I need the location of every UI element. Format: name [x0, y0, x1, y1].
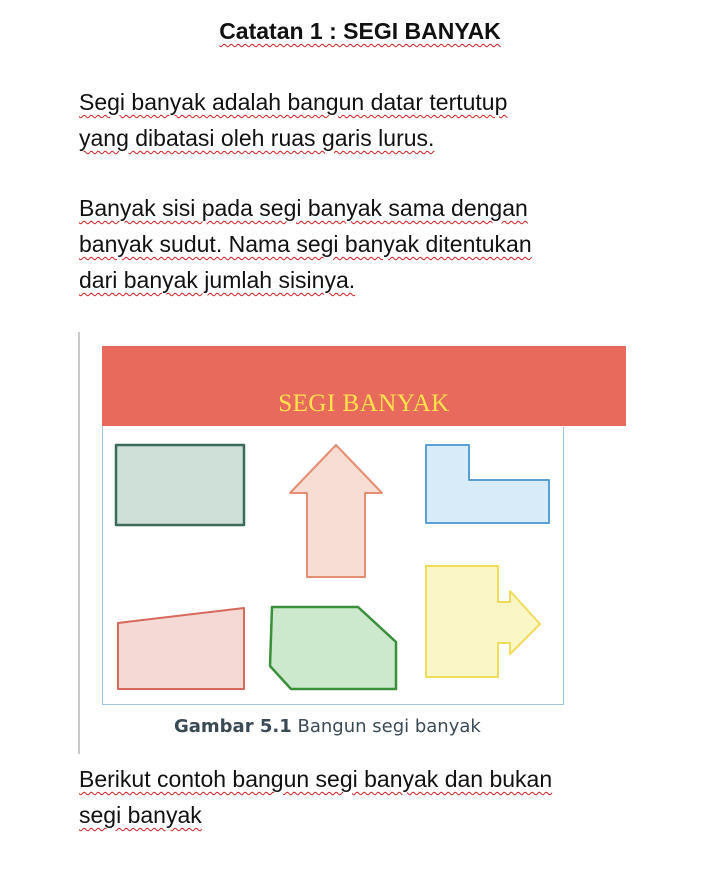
- title-text: Catatan 1 : SEGI BANYAK: [219, 18, 501, 44]
- trapezoid-shape: [118, 608, 244, 689]
- polygon-figure: [78, 332, 638, 754]
- caption-text: Bangun segi banyak: [297, 716, 481, 737]
- hexagon-shape: [270, 607, 396, 689]
- arrow-up-shape: [290, 445, 382, 577]
- paragraph-sides: [79, 190, 679, 298]
- paragraph-line: segi banyak: [79, 802, 202, 828]
- paragraph-line: banyak sudut. Nama segi banyak ditentukan: [79, 231, 532, 257]
- caption-label: Gambar 5.1: [174, 716, 292, 737]
- paragraph-line: Segi banyak adalah bangun datar tertutup: [79, 89, 508, 115]
- banner-title: SEGI BANYAK: [278, 390, 450, 417]
- paragraph-line: Banyak sisi pada segi banyak sama dengan: [79, 195, 528, 221]
- shapes-illustration: [78, 332, 638, 712]
- paragraph-line: yang dibatasi oleh ruas garis lurus.: [79, 125, 435, 151]
- page-title: [0, 18, 720, 45]
- figure-caption: [174, 716, 481, 737]
- l-shape: [426, 445, 549, 523]
- paragraph-examples: [79, 761, 679, 833]
- rectangle-shape: [116, 445, 244, 525]
- paragraph-line: Berikut contoh bangun segi banyak dan bukan: [79, 766, 553, 792]
- arrow-right-shape: [426, 566, 540, 677]
- paragraph-definition: [79, 84, 679, 156]
- paragraph-line: dari banyak jumlah sisinya.: [79, 267, 356, 293]
